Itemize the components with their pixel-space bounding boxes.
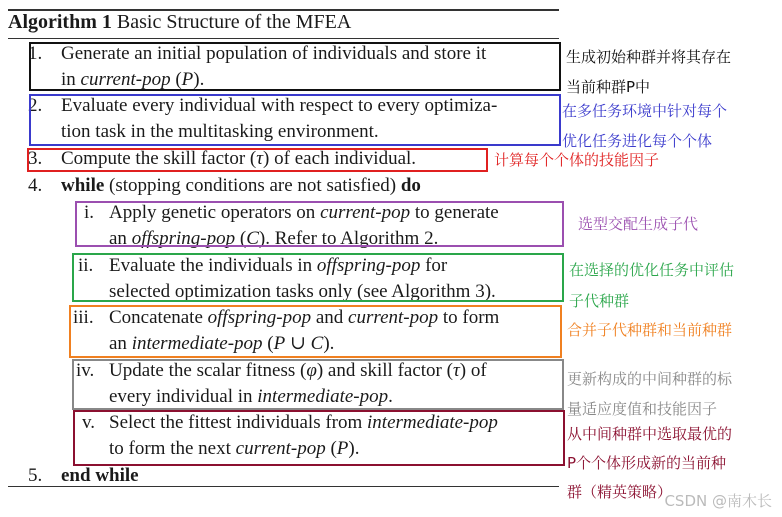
annotation-line: 子代种群 [569, 292, 630, 310]
step-line: every individual in intermediate-pop. [109, 386, 393, 407]
algorithm-name: Basic Structure of the MFEA [116, 11, 352, 33]
step-line: Select the fittest individuals from intermediate-pop [109, 412, 498, 433]
annotation-line: 当前种群P中 [566, 78, 651, 96]
annotation-line: 在选择的优化任务中评估 [569, 261, 735, 279]
step-line: selected optimization tasks only (see Algorithm 3). [109, 281, 496, 302]
algorithm-label: Algorithm 1 [8, 11, 112, 33]
step-line: Apply genetic operators on current-pop to generate [109, 202, 499, 223]
step-line: Evaluate every individual with respect to every optimiza- [61, 95, 498, 116]
step-line: end while [61, 465, 139, 486]
step-line: Evaluate the individuals in offspring-pop for [109, 255, 448, 276]
annotation-line: 优化任务进化每个个体 [562, 132, 713, 150]
step-ii-number: ii. [78, 255, 94, 276]
step-line: Generate an initial population of individuals and store it [61, 43, 487, 64]
step-3-number: 3. [28, 148, 43, 169]
step-2-number: 2. [28, 95, 43, 116]
highlight-box-step-1 [29, 42, 561, 91]
annotation-line: 选型交配生成子代 [578, 215, 699, 233]
step-4-text [61, 173, 421, 199]
annotation-line: 群（精英策略） [567, 483, 673, 501]
step-iii-number: iii. [73, 307, 94, 328]
annotation-line: 更新构成的中间种群的标 [567, 370, 733, 388]
annotation-line: 在多任务环境中针对每个 [562, 102, 728, 120]
step-5-number: 5. [28, 465, 43, 486]
title-rule [8, 38, 559, 39]
step-line: Update the scalar fitness (φ) and skill factor (τ) of [109, 360, 487, 381]
annotation-step-i [578, 214, 698, 234]
step-5-text [61, 463, 139, 489]
step-v-number: v. [82, 412, 96, 433]
highlight-box-step-iv [72, 359, 564, 410]
highlight-box-step-i [75, 201, 564, 247]
step-line: Compute the skill factor (τ) of each individual. [61, 148, 417, 169]
step-iv-number: iv. [76, 360, 95, 381]
step-1-number: 1. [28, 43, 43, 64]
highlight-box-step-2 [29, 94, 561, 146]
annotation-line: 生成初始种群并将其存在 [566, 48, 732, 66]
annotation-line: 从中间种群中选取最优的 [567, 425, 733, 443]
highlight-box-step-v [73, 410, 565, 466]
annotation-step-iii [567, 320, 732, 340]
highlight-box-step-iii [69, 305, 562, 358]
annotation-line: 量适应度值和技能因子 [567, 400, 718, 418]
annotation-line: 合并子代种群和当前种群 [567, 321, 733, 339]
annotation-line: P个个体形成新的当前种 [567, 454, 727, 472]
annotation-step-iv [567, 364, 732, 424]
highlight-box-step-ii [72, 253, 564, 302]
step-line: in current-pop (P). [61, 69, 205, 90]
annotation-step-2 [562, 96, 727, 156]
step-line: Concatenate offspring-pop and current-pop to form [109, 307, 500, 328]
watermark: CSDN @南木长 [664, 492, 772, 510]
step-line: while (stopping conditions are not satisfied) do [61, 175, 421, 196]
annotation-step-3 [494, 150, 659, 170]
step-line: tion task in the multitasking environment. [61, 121, 379, 142]
step-i-number: i. [84, 202, 95, 223]
step-line: an offspring-pop (C). Refer to Algorithm 2. [109, 228, 439, 249]
step-line: to form the next current-pop (P). [109, 438, 360, 459]
annotation-step-1 [566, 42, 731, 102]
annotation-step-ii [569, 255, 734, 317]
step-line: an intermediate-pop (P ∪ C). [109, 333, 335, 354]
algorithm-title [8, 11, 351, 34]
step-4-number: 4. [28, 175, 43, 196]
highlight-box-step-3 [27, 148, 488, 172]
annotation-line: 计算每个个体的技能因子 [494, 151, 660, 169]
